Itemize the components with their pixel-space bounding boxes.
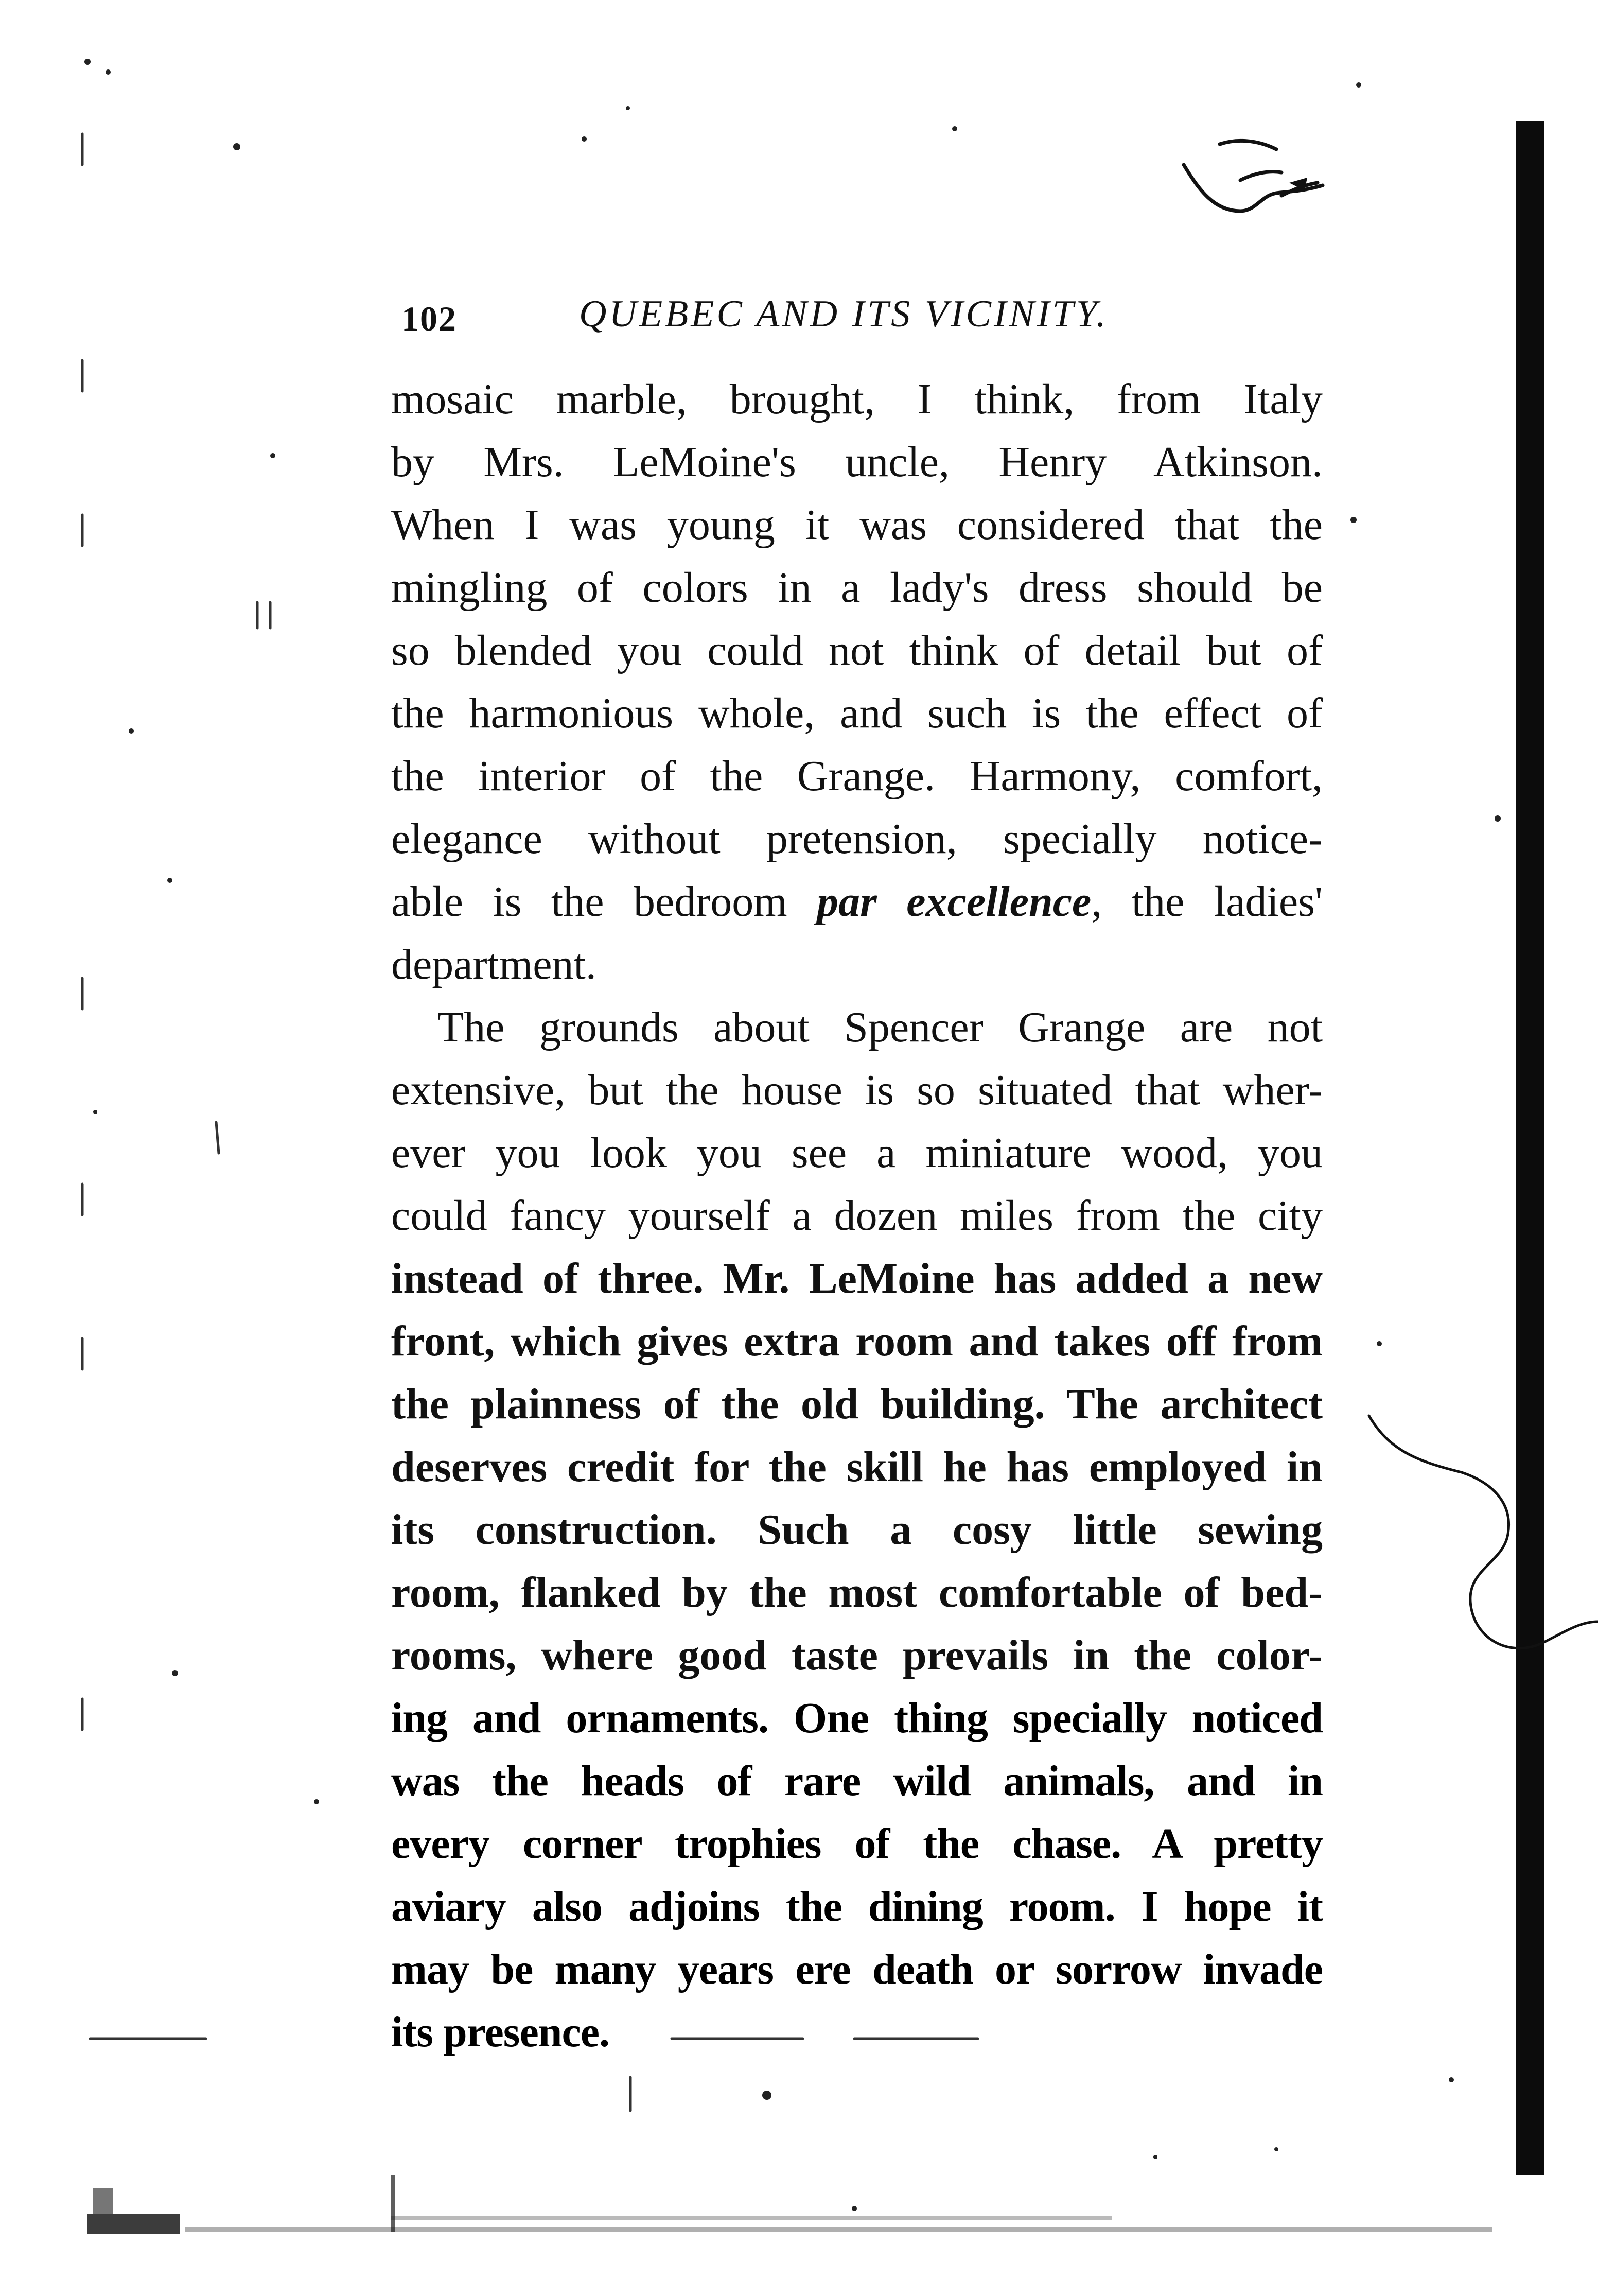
text-line: able is the bedroom par excellence, the ladies' (391, 878, 1323, 926)
text-line: rooms, where good taste prevails in the color- (391, 1631, 1323, 1679)
text-line: deserves credit for the skill he has employed in (391, 1443, 1323, 1491)
text-line: the interior of the Grange. Harmony, comfort, (391, 752, 1323, 800)
text-line: every corner trophies of the chase. A pretty (391, 1820, 1323, 1868)
text-line: front, which gives extra room and takes off from (391, 1317, 1323, 1365)
text-line: by Mrs. LeMoine's uncle, Henry Atkinson. (391, 438, 1323, 486)
text-line: When I was young it was considered that the (391, 501, 1323, 549)
text-line: was the heads of rare wild animals, and in (391, 1757, 1323, 1805)
text-line: the harmonious whole, and such is the effect of (391, 689, 1323, 737)
text-line: so blended you could not think of detail but of (391, 627, 1323, 674)
text-line: instead of three. Mr. LeMoine has added a new (391, 1255, 1323, 1302)
text-line: could fancy yourself a dozen miles from the city (391, 1192, 1323, 1240)
text-line: department. (391, 941, 596, 988)
margin-pen-line (1359, 1400, 1598, 1668)
text-line: extensive, but the house is so situated that wher- (391, 1066, 1323, 1114)
italic-phrase: par excellence (817, 878, 1092, 926)
text-line: room, flanked by the most comfortable of bed- (391, 1569, 1323, 1616)
text-line: mingling of colors in a lady's dress should be (391, 564, 1323, 612)
text-line: its construction. Such a cosy little sewing (391, 1506, 1323, 1554)
body-text (391, 368, 1323, 2064)
text-line: ever you look you see a miniature wood, you (391, 1129, 1323, 1177)
running-head: QUEBEC AND ITS VICINITY. (579, 293, 1109, 335)
page-header (391, 288, 1323, 345)
text-line: its presence. (391, 2008, 610, 2056)
text-line: elegance without pretension, specially notice- (391, 815, 1323, 863)
text-line: aviary also adjoins the dining room. I hope it (391, 1883, 1323, 1930)
text-line: may be many years ere death or sorrow invade (391, 1945, 1323, 1993)
page-number: 102 (401, 299, 457, 338)
pen-scribble-mark (1179, 134, 1348, 237)
text-line: ing and ornaments. One thing specially noticed (391, 1694, 1323, 1742)
binding-edge (1516, 121, 1544, 2175)
text-line: the plainness of the old building. The architect (391, 1380, 1323, 1428)
text-line: The grounds about Spencer Grange are not (437, 1003, 1323, 1051)
text-line: mosaic marble, brought, I think, from Italy (391, 375, 1323, 423)
